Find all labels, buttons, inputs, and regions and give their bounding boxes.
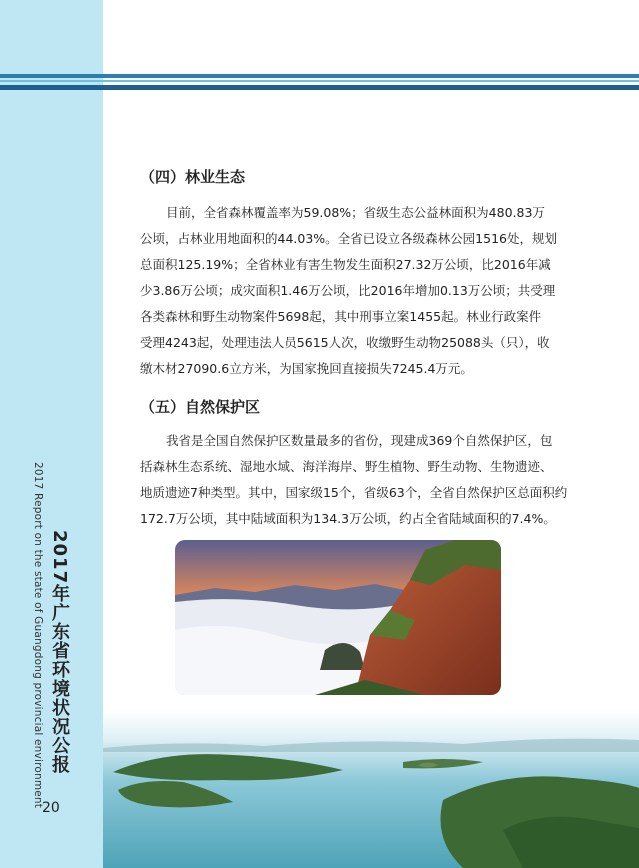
paragraph-line: 公顷，占林业用地面积的44.03%。全省已设立各级森林公园1516处，规划 — [140, 231, 557, 246]
page-number: 20 — [42, 800, 60, 816]
paragraph-line: 地质遗迹7种类型。其中，国家级15个，省级63个，全省自然保护区总面积约 — [140, 485, 568, 500]
header-stripe — [0, 74, 639, 78]
paragraph-line: 受理4243起，处理违法人员5615人次，收缴野生动物25088头（只），收 — [140, 335, 550, 350]
paragraph-line: 172.7万公顷，其中陆域面积为134.3万公顷，约占全省陆域面积的7.4%。 — [140, 511, 556, 526]
report-title-cn: 2017年广东省环境状况公报 — [49, 530, 70, 775]
paragraph-line: 缴木材27090.6立方米，为国家挽回直接损失7245.4万元。 — [140, 361, 473, 376]
reserves-paragraph — [140, 428, 568, 532]
paragraph-line: 各类森林和野生动物案件5698起，其中刑事立案1455起。林业行政案件 — [140, 309, 542, 324]
section-title-reserves: （五）自然保护区 — [140, 398, 261, 416]
paragraph-line: 目前，全省森林覆盖率为59.08%；省级生态公益林面积为480.83万 — [166, 205, 545, 220]
paragraph-line: 括森林生态系统、湿地水域、海洋海岸、野生植物、野生动物、生物遗迹、 — [140, 459, 553, 474]
paragraph-line: 我省是全国自然保护区数量最多的省份，现建成369个自然保护区，包 — [166, 433, 553, 448]
paragraph-line: 总面积125.19%；全省林业有害生物发生面积27.32万公顷，比2016年减 — [140, 257, 551, 272]
section-title-forestry: （四）林业生态 — [140, 168, 246, 186]
header-stripe-dark — [0, 85, 639, 90]
header-stripe-thin — [0, 80, 639, 82]
lake-islands-photo — [103, 710, 639, 868]
report-title-en: 2017 Report on the state of Guangdong provincial environment — [32, 462, 44, 809]
danxia-mountain-photo — [175, 540, 501, 695]
forestry-paragraph — [140, 200, 557, 382]
paragraph-line: 少3.86万公顷；成灾面积1.46万公顷，比2016年增加0.13万公顷；共受理 — [140, 283, 556, 298]
